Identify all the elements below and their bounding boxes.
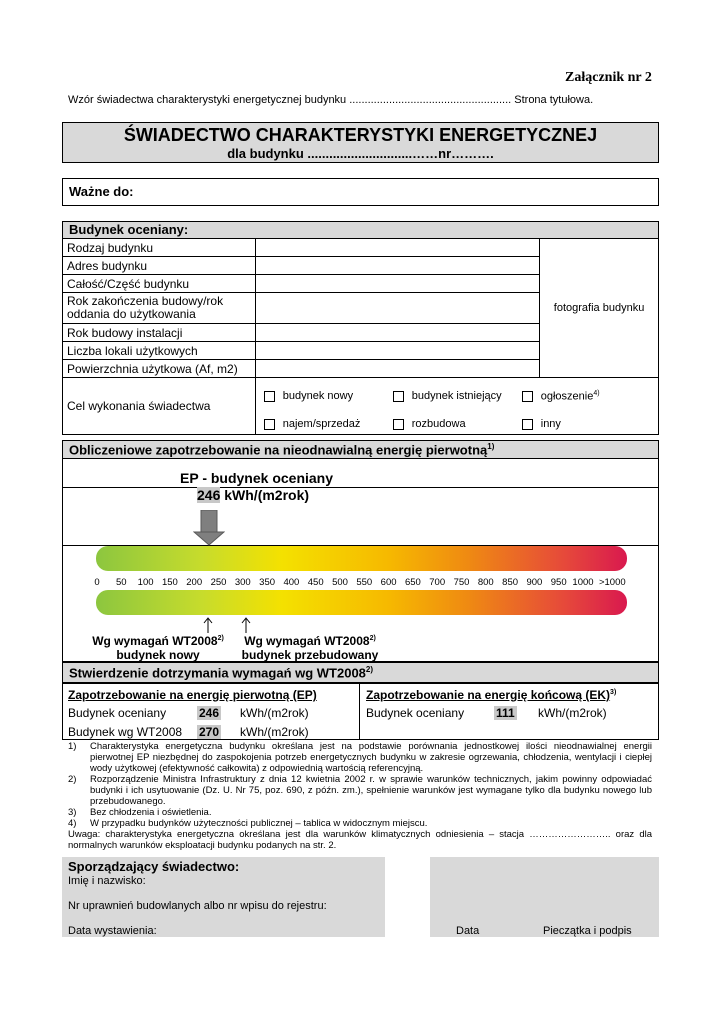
scale-tick-label: 900 bbox=[526, 577, 543, 588]
row-value[interactable] bbox=[255, 257, 539, 275]
scale-tick-label: 200 bbox=[186, 577, 203, 588]
ek-row-1-unit: kWh/(m2rok) bbox=[538, 706, 607, 720]
scale-tick-label: >1000 bbox=[598, 577, 626, 588]
ep-row-1-value: 246 bbox=[199, 706, 220, 720]
document-subtitle: Wzór świadectwa charakterystyki energetycznej budynku ..................................................... Strona tytułowa. bbox=[68, 94, 594, 106]
checkbox-icon[interactable] bbox=[522, 419, 533, 430]
building-table bbox=[62, 238, 659, 435]
ek-compare-title: Zapotrzebowanie na energię końcową (EK)$^{3)}$ bbox=[366, 688, 617, 702]
purpose-label: Cel wykonania świadectwa bbox=[63, 378, 256, 435]
arrow-up-icon bbox=[240, 616, 252, 634]
row-value[interactable] bbox=[255, 275, 539, 293]
issuer-reg-label: Nr uprawnień budowlanych albo nr wpisu do rejestru: bbox=[68, 900, 327, 912]
title-box bbox=[62, 122, 659, 163]
energy-scale-top bbox=[96, 546, 627, 571]
ep-row-2-unit: kWh/(m2rok) bbox=[240, 725, 309, 739]
scale-tick-label: 600 bbox=[380, 577, 397, 588]
valid-until-box bbox=[62, 178, 659, 206]
photo-placeholder: fotografia budynku bbox=[540, 239, 659, 378]
checkbox-icon[interactable] bbox=[522, 391, 533, 402]
row-label: Adres budynku bbox=[63, 257, 256, 275]
valid-until-label: Ważne do: bbox=[69, 184, 134, 199]
scale-tick-label: 750 bbox=[453, 577, 470, 588]
ek-row-1-value: 111 bbox=[496, 706, 515, 720]
certificate-title: ŚWIADECTWO CHARAKTERYSTYKI ENERGETYCZNEJ bbox=[123, 125, 598, 145]
ep-row-2: Budynek wg WT2008 bbox=[68, 725, 183, 739]
scale-tick-label: 400 bbox=[283, 577, 300, 588]
ep-value-line bbox=[197, 487, 309, 503]
scale-tick-label: 500 bbox=[332, 577, 348, 588]
scale-tick-label: 700 bbox=[429, 577, 446, 588]
marker-rebuilt-label: Wg wymagań WT2008$^{2)}$ budynek przebudowany bbox=[241, 634, 379, 662]
scale-tick-label: 850 bbox=[502, 577, 519, 588]
scale-tick-label: 150 bbox=[161, 577, 178, 588]
ep-row-2-value: 270 bbox=[199, 725, 220, 739]
ep-unit: kWh/(m2rok) bbox=[224, 487, 310, 503]
issuer-heading: Sporządzający świadectwo: bbox=[68, 859, 240, 874]
row-label: Całość/Część budynku bbox=[63, 275, 256, 293]
building-heading bbox=[62, 221, 659, 239]
checkbox-icon[interactable] bbox=[393, 391, 404, 402]
ep-heading: Obliczeniowe zapotrzebowanie na nieodnawialną energię pierwotną$^{1)}$ bbox=[62, 440, 659, 459]
ep-value: 246 bbox=[197, 487, 221, 503]
row-label: Rok zakończenia budowy/rok oddania do użytkowania bbox=[63, 293, 256, 324]
footnote: 2) Rozporządzenie Ministra Infrastruktury z dnia 12 kwietnia 2002 r. w sprawie warunków technicznych, jakim powinny odpowiadać budynki i ich usytuowanie (Dz. U. Nr 75, poz. 690, z późn. zm.), spełnienie warunków jest wymagane tylko dla budynku nowego lub przebudowanego. bbox=[68, 774, 652, 807]
footnotes bbox=[68, 741, 652, 851]
scale-tick-label: 650 bbox=[404, 577, 421, 588]
scale-tick-label: 1000 bbox=[572, 577, 594, 588]
row-value[interactable] bbox=[255, 239, 539, 257]
row-label: Powierzchnia użytkowa (Af, m2) bbox=[63, 360, 256, 378]
ep-arrow-icon bbox=[193, 510, 225, 546]
row-value[interactable] bbox=[255, 342, 539, 360]
scale-tick-label: 250 bbox=[210, 577, 227, 588]
scale-tick-label: 450 bbox=[307, 577, 324, 588]
checkbox-icon[interactable] bbox=[393, 419, 404, 430]
ep-row-1-unit: kWh/(m2rok) bbox=[240, 706, 309, 720]
row-value[interactable] bbox=[255, 360, 539, 378]
date-label: Data bbox=[456, 925, 480, 937]
scale-tick-label: 550 bbox=[356, 577, 373, 588]
annex-label: Załącznik nr 2 bbox=[565, 70, 652, 85]
row-label: Rodzaj budynku bbox=[63, 239, 256, 257]
energy-scale-bottom bbox=[96, 590, 627, 615]
climate-note: Uwaga: charakterystyka energetyczna określana jest dla warunków klimatycznych odniesienia – stacja …………………….. oraz dla normalnych warunków eksploatacji budynku podanych na str. 2. bbox=[68, 829, 652, 851]
ep-compare-title: Zapotrzebowanie na energię pierwotną (EP) bbox=[68, 688, 317, 702]
issuer-name-label: Imię i nazwisko: bbox=[68, 875, 146, 887]
row-label: Rok budowy instalacji bbox=[63, 324, 256, 342]
option-extension[interactable]: rozbudowa bbox=[393, 418, 466, 430]
arrow-up-icon bbox=[202, 616, 214, 634]
ep-title: EP - budynek oceniany bbox=[180, 470, 334, 486]
option-other[interactable]: inny bbox=[522, 418, 561, 430]
option-existing[interactable]: budynek istniejący bbox=[393, 390, 502, 402]
compliance-heading: Stwierdzenie dotrzymania wymagań wg WT2008$^{2)}$ bbox=[62, 662, 659, 683]
footnote: 4) W przypadku budynków użyteczności publicznej – tablica w widocznym miejscu. bbox=[68, 818, 428, 829]
option-new[interactable]: budynek nowy bbox=[264, 390, 353, 402]
scale-tick-label: 350 bbox=[259, 577, 276, 588]
purpose-options bbox=[255, 378, 658, 435]
scale-tick-label: 0 bbox=[94, 577, 100, 588]
scale-tick-label: 800 bbox=[477, 577, 494, 588]
checkbox-icon[interactable] bbox=[264, 391, 275, 402]
option-ad[interactable]: ogłoszenie$^{4)}$ bbox=[522, 390, 600, 403]
scale-tick-label: 950 bbox=[550, 577, 567, 588]
scale-tick-label: 100 bbox=[137, 577, 154, 588]
ep-heading-text: Obliczeniowe zapotrzebowanie na nieodnawialną energię pierwotną bbox=[69, 442, 488, 458]
stamp-signature-label: Pieczątka i podpis bbox=[543, 925, 632, 937]
ep-row-1: Budynek oceniany bbox=[68, 706, 167, 720]
checkbox-icon[interactable] bbox=[264, 419, 275, 430]
footnote: 1) Charakterystyka energetyczna budynku określana jest na podstawie porównania jednostkowej ilości nieodnawialnej energii pierwotnej EP niezbędnej do zaspokojenia potrzeb energetycznych budynku w zakresie ogrzewania, chłodzenia, wentylacji i ciepłej wody użytkowej (efektywność całkowita) z odpowiednią wartością referencyjną. bbox=[68, 741, 652, 774]
row-value[interactable] bbox=[255, 324, 539, 342]
option-rent[interactable]: najem/sprzedaż bbox=[264, 418, 361, 430]
issue-date-label: Data wystawienia: bbox=[68, 925, 157, 937]
footnote: 3) Bez chłodzenia i oświetlenia. bbox=[68, 807, 212, 818]
marker-new-label: Wg wymagań WT2008$^{2)}$ budynek nowy bbox=[92, 634, 224, 662]
building-heading-text: Budynek oceniany: bbox=[69, 222, 189, 237]
certificate-subtitle: dla budynku .............................……nr………. bbox=[227, 146, 494, 161]
row-value[interactable] bbox=[255, 293, 539, 324]
scale-tick-label: 50 bbox=[116, 577, 127, 588]
row-label: Liczba lokali użytkowych bbox=[63, 342, 256, 360]
ek-row-1: Budynek oceniany bbox=[366, 706, 465, 720]
scale-tick-label: 300 bbox=[234, 577, 251, 588]
